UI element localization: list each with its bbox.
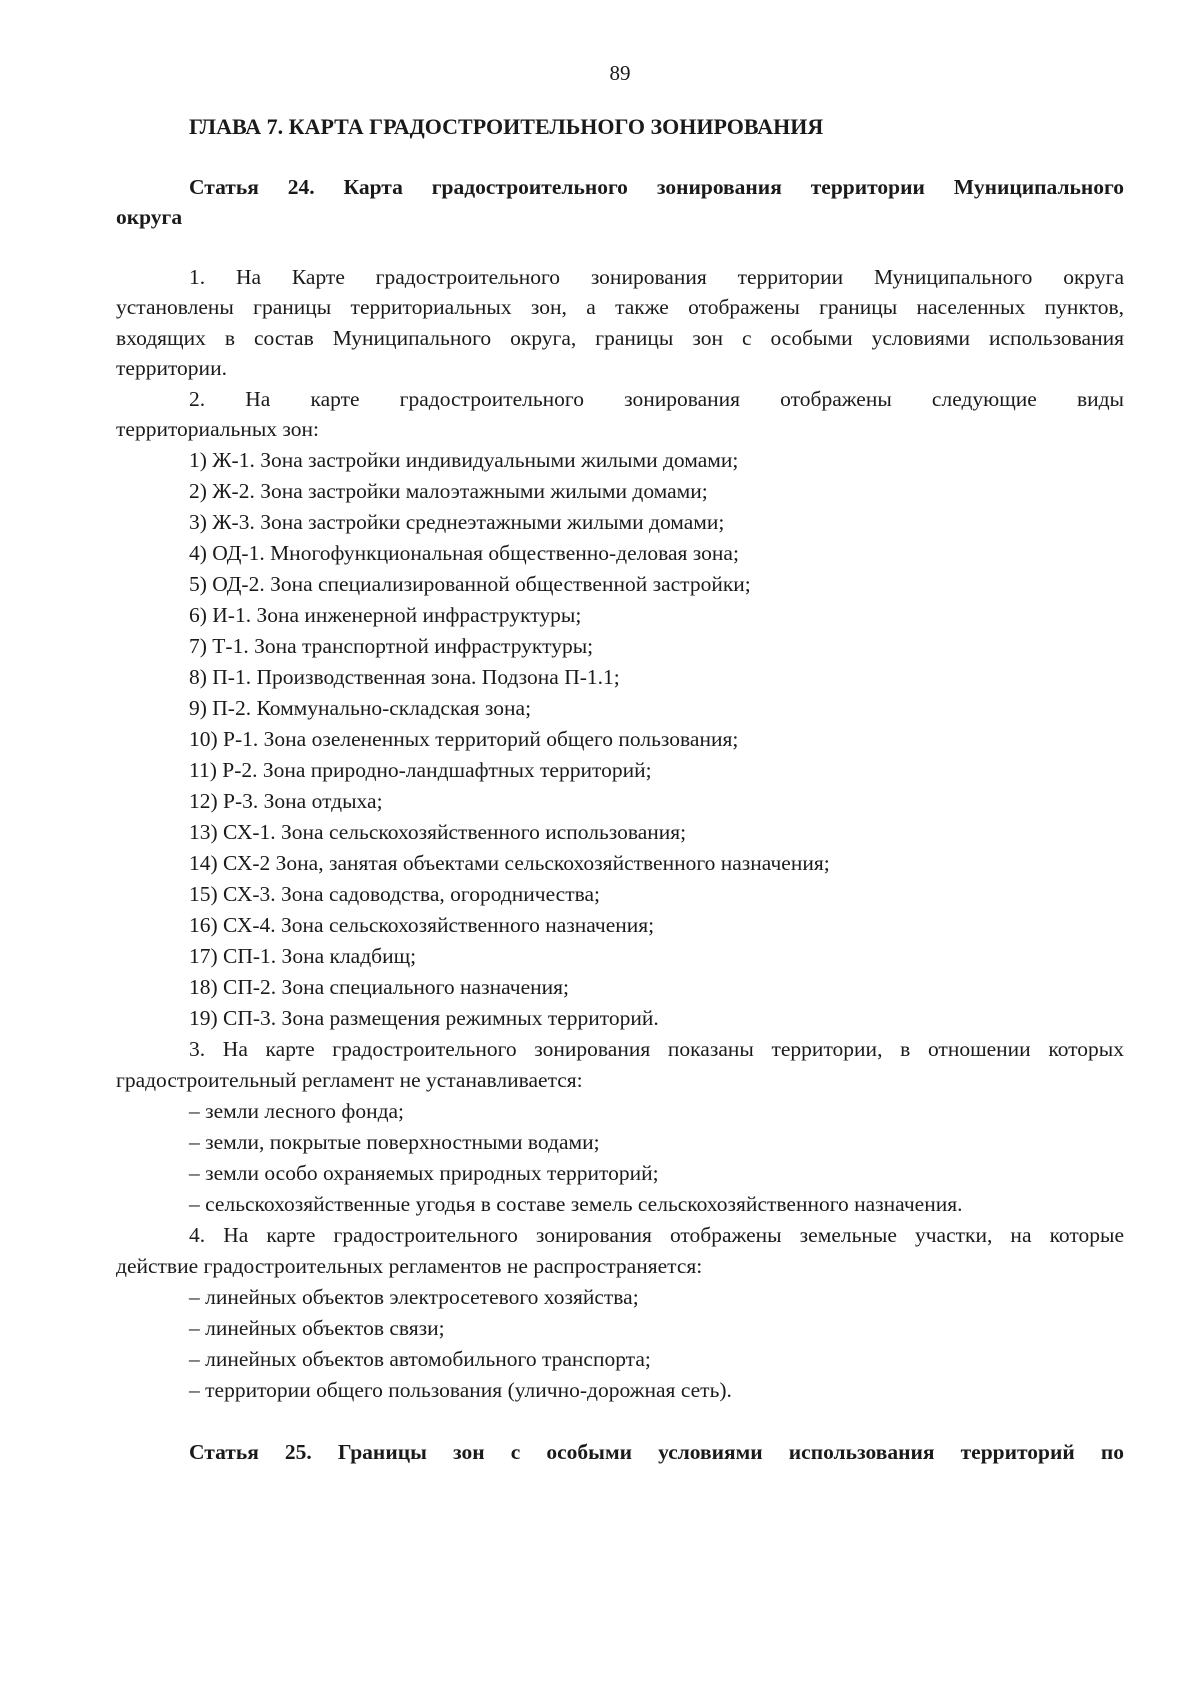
list3-item: – земли, покрытые поверхностными водами; xyxy=(189,1130,600,1154)
para2-line-1: 2. На карте градостроительного зонирования отображены следующие виды xyxy=(189,387,1124,411)
para4-line-1: 4. На карте градостроительного зонирования отображены земельные участки, на которые xyxy=(189,1223,1124,1247)
zone-item: 11) Р-2. Зона природно-ландшафтных территорий; xyxy=(189,758,652,782)
para1-line-3: входящих в состав Муниципального округа, границы зон с особыми условиями использования xyxy=(116,326,1124,350)
para4-line-2: действие градостроительных регламентов не распространяется: xyxy=(116,1254,703,1278)
article-24-title-line-2: округа xyxy=(116,205,183,229)
list3-item: – земли лесного фонда; xyxy=(189,1099,405,1123)
page-number: 89 xyxy=(609,61,631,85)
zone-item: 4) ОД-1. Многофункциональная общественно-деловая зона; xyxy=(189,541,739,565)
list3-item: – земли особо охраняемых природных территорий; xyxy=(189,1161,659,1185)
para1-line-4: территории. xyxy=(116,356,227,380)
zone-item: 2) Ж-2. Зона застройки малоэтажными жилыми домами; xyxy=(189,479,708,503)
zone-item: 3) Ж-3. Зона застройки среднеэтажными жилыми домами; xyxy=(189,510,725,534)
list4-item: – территории общего пользования (улично-дорожная сеть). xyxy=(189,1378,732,1402)
zone-item: 10) Р-1. Зона озелененных территорий общего пользования; xyxy=(189,727,739,751)
article-25-title-line-1: Статья 25. Границы зон с особыми условиями использования территорий по xyxy=(189,1440,1124,1464)
article-24-title-line-1: Статья 24. Карта градостроительного зонирования территории Муниципального xyxy=(189,175,1124,199)
para2-line-2: территориальных зон: xyxy=(116,417,320,441)
zone-item: 9) П-2. Коммунально-складская зона; xyxy=(189,696,532,720)
zone-item: 7) Т-1. Зона транспортной инфраструктуры; xyxy=(189,634,594,658)
list3-item: – сельскохозяйственные угодья в составе земель сельскохозяйственного назначения. xyxy=(189,1192,963,1216)
zone-item: 17) СП-1. Зона кладбищ; xyxy=(189,944,417,968)
list4-item: – линейных объектов автомобильного транспорта; xyxy=(189,1347,651,1371)
para3-line-1: 3. На карте градостроительного зонирования показаны территории, в отношении которых xyxy=(189,1037,1124,1061)
chapter-title: ГЛАВА 7. КАРТА ГРАДОСТРОИТЕЛЬНОГО ЗОНИРОВАНИЯ xyxy=(189,114,824,139)
zone-item: 14) СХ-2 Зона, занятая объектами сельскохозяйственного назначения; xyxy=(189,851,830,875)
zone-item: 13) СХ-1. Зона сельскохозяйственного использования; xyxy=(189,820,687,844)
zone-item: 16) СХ-4. Зона сельскохозяйственного назначения; xyxy=(189,913,655,937)
zone-item: 19) СП-3. Зона размещения режимных территорий. xyxy=(189,1006,659,1030)
zone-item: 6) И-1. Зона инженерной инфраструктуры; xyxy=(189,603,582,627)
zone-item: 1) Ж-1. Зона застройки индивидуальными жилыми домами; xyxy=(189,448,739,472)
zone-item: 18) СП-2. Зона специального назначения; xyxy=(189,975,569,999)
zone-item: 5) ОД-2. Зона специализированной общественной застройки; xyxy=(189,572,751,596)
zone-item: 15) СХ-3. Зона садоводства, огородничества; xyxy=(189,882,600,906)
zone-item: 12) Р-3. Зона отдыха; xyxy=(189,789,383,813)
list4-item: – линейных объектов связи; xyxy=(189,1316,445,1340)
para3-line-2: градостроительный регламент не устанавливается: xyxy=(116,1068,583,1092)
list4-item: – линейных объектов электросетевого хозяйства; xyxy=(189,1285,639,1309)
para1-line-2: установлены границы территориальных зон, а также отображены границы населенных пунктов, xyxy=(116,295,1124,319)
zone-item: 8) П-1. Производственная зона. Подзона П-1.1; xyxy=(189,665,620,689)
para1-line-1: 1. На Карте градостроительного зонирования территории Муниципального округа xyxy=(189,265,1124,289)
